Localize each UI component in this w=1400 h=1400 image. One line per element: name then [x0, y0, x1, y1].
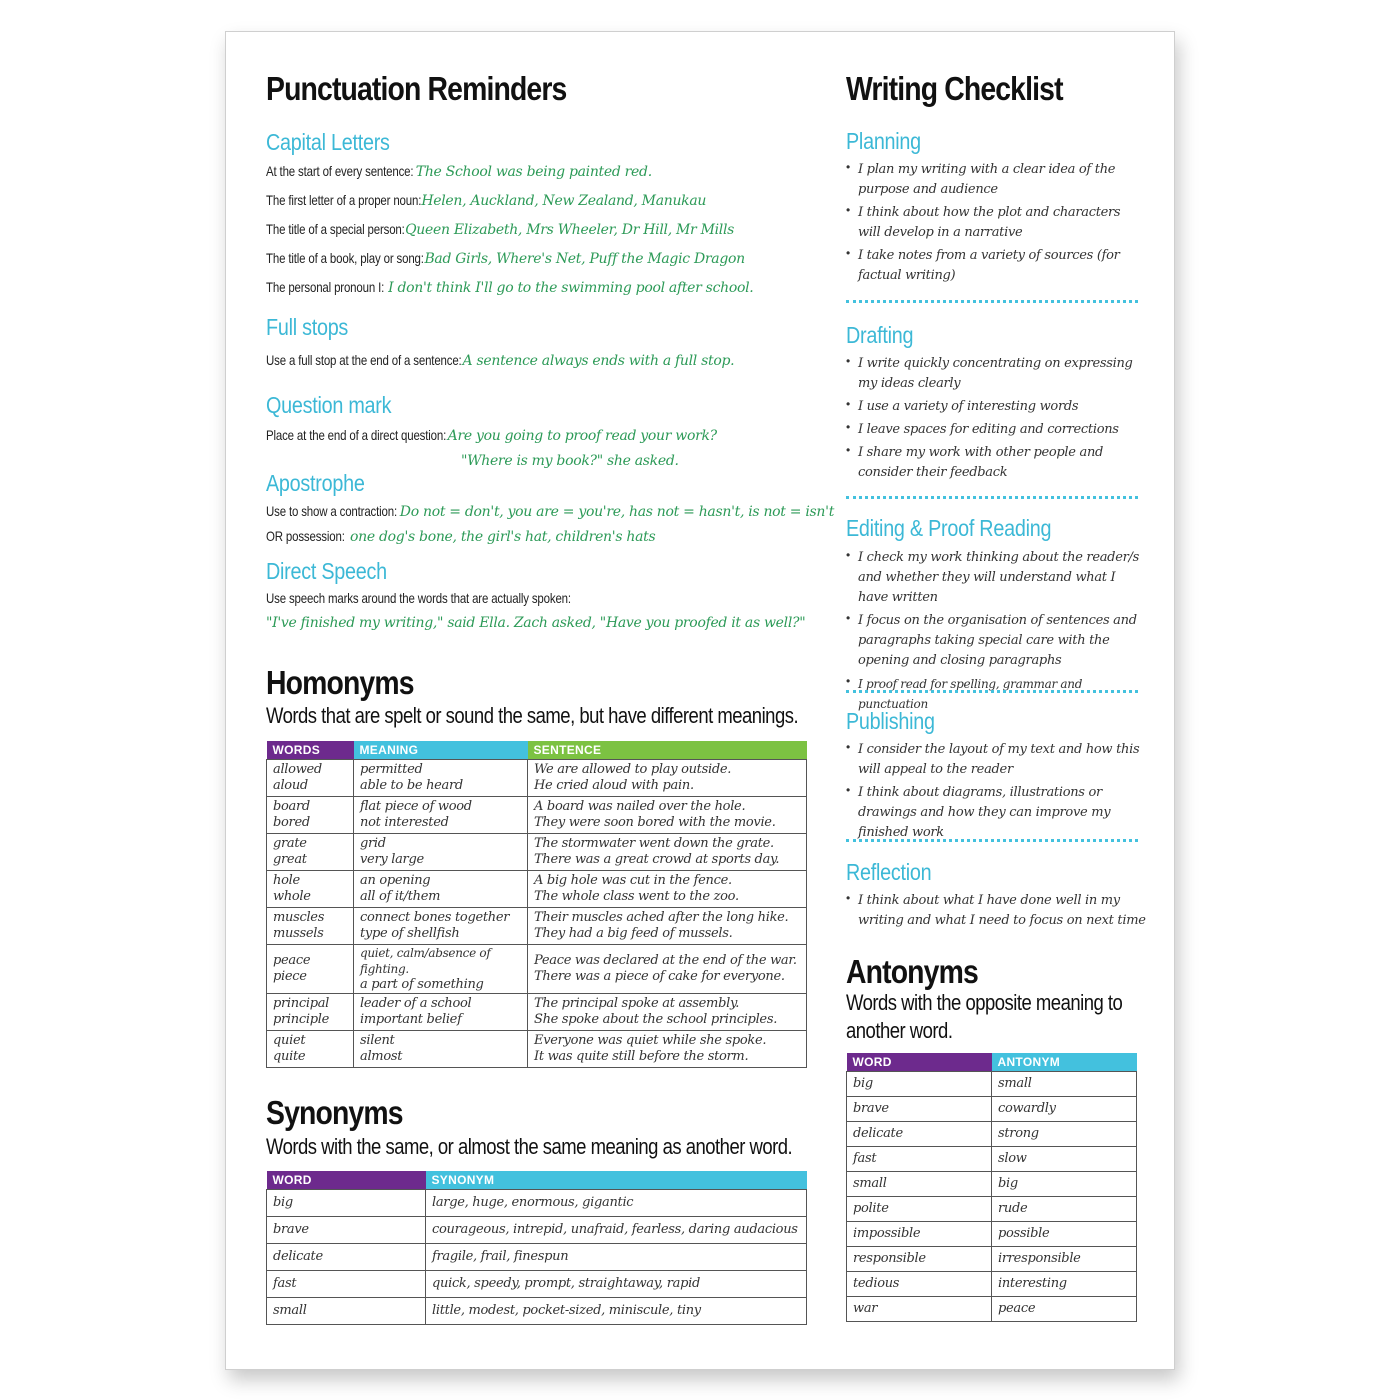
synonym-cell — [426, 1271, 807, 1298]
meaning: silent — [360, 1033, 395, 1048]
word: allowed — [273, 762, 322, 777]
word: aloud — [273, 778, 308, 793]
table-row — [847, 1222, 1137, 1247]
question-mark-heading: Question mark — [266, 392, 392, 418]
word: principal — [273, 996, 330, 1011]
list-item-text: I think about how the plot and characters will develop in a narrative — [858, 205, 1121, 240]
word: tedious — [853, 1276, 900, 1291]
word: board — [273, 799, 310, 814]
list-item — [846, 246, 1146, 286]
list-item-text: I leave spaces for editing and corrections — [858, 422, 1119, 437]
list-item-text: I write quickly concentrating on expressing my ideas clearly — [858, 356, 1133, 391]
table-row — [267, 1244, 807, 1271]
word-cell — [847, 1172, 992, 1197]
word: delicate — [853, 1126, 903, 1141]
table-row — [847, 1097, 1137, 1122]
table-row — [267, 1271, 807, 1298]
column-header-word: WORD — [267, 1171, 426, 1190]
list-item-text: I consider the layout of my text and how this will appeal to the reader — [858, 742, 1140, 777]
column-header-meaning: MEANING — [354, 741, 528, 760]
list-item — [846, 891, 1146, 931]
planning-list — [846, 160, 1146, 289]
capital-row — [266, 221, 734, 238]
meaning-cell — [354, 760, 528, 797]
word-cell — [267, 760, 354, 797]
meaning: flat piece of wood — [360, 799, 472, 814]
publishing-heading: Publishing — [846, 708, 935, 734]
meaning: important belief — [360, 1012, 462, 1027]
column-header-words: WORDS — [267, 741, 354, 760]
word: muscles — [273, 910, 325, 925]
antonyms-subtitle-line-2: another word. — [846, 1018, 953, 1043]
sentence: The principal spoke at assembly. — [534, 996, 740, 1011]
synonym-cell — [426, 1217, 807, 1244]
antonym-cell — [992, 1272, 1137, 1297]
synonym-cell — [426, 1298, 807, 1325]
word-cell — [267, 1190, 426, 1217]
antonym-cell — [992, 1097, 1137, 1122]
list-item-text: I proof read for spelling, grammar and punctuation — [858, 677, 1083, 711]
sentence-cell — [528, 760, 807, 797]
drafting-heading: Drafting — [846, 322, 914, 348]
word: quite — [273, 1049, 306, 1064]
table-row — [267, 871, 807, 908]
word-cell — [847, 1247, 992, 1272]
sentence: It was quite still before the storm. — [534, 1049, 749, 1064]
sentence: The whole class went to the zoo. — [534, 889, 739, 904]
homonyms-subtitle: Words that are spelt or sound the same, but have different meanings. — [266, 703, 799, 728]
sentence-cell — [528, 908, 807, 945]
sentence: He cried aloud with pain. — [534, 778, 694, 793]
apostrophe-heading: Apostrophe — [266, 470, 365, 496]
column-header-sentence: SENTENCE — [528, 741, 807, 760]
capital-row-label: At the start of every sentence: — [266, 163, 414, 179]
word-cell — [267, 1298, 426, 1325]
drafting-list — [846, 354, 1146, 486]
synonyms-title: Synonyms — [266, 1094, 403, 1131]
full-stops-example: A sentence always ends with a full stop. — [462, 353, 735, 369]
word-cell — [847, 1147, 992, 1172]
apostrophe-label: Use to show a contraction: — [266, 503, 398, 519]
table-row — [847, 1272, 1137, 1297]
synonym-list: courageous, intrepid, unafraid, fearless, daring audacious — [432, 1222, 798, 1237]
meaning: connect bones together — [360, 910, 510, 925]
sentence: Peace was declared at the end of the war. — [534, 953, 797, 968]
list-item-text: I think about diagrams, illustrations or drawings and how they can improve my finished work — [858, 785, 1111, 840]
dotted-divider — [846, 690, 1138, 693]
antonyms-table — [846, 1053, 1137, 1322]
capital-row-example: The School was being painted red. — [415, 164, 652, 180]
antonyms-title: Antonyms — [846, 953, 978, 990]
meaning: an opening — [360, 873, 431, 888]
table-row — [267, 1190, 807, 1217]
sentence-cell — [528, 797, 807, 834]
table-row — [847, 1147, 1137, 1172]
word-cell — [847, 1122, 992, 1147]
word: brave — [273, 1222, 309, 1237]
antonym-cell — [992, 1172, 1137, 1197]
direct-speech-label: Use speech marks around the words that are actually spoken: — [266, 590, 571, 606]
sentence: A big hole was cut in the fence. — [534, 873, 732, 888]
column-header-synonym: SYNONYM — [426, 1171, 807, 1190]
sentence: Everyone was quiet while she spoke. — [534, 1033, 767, 1048]
sentence: We are allowed to play outside. — [534, 762, 732, 777]
word: fast — [853, 1151, 877, 1166]
word-cell — [847, 1272, 992, 1297]
sentence-cell — [528, 945, 807, 994]
antonym-cell — [992, 1197, 1137, 1222]
list-item-text: I focus on the organisation of sentences and paragraphs taking special care with the opening and closing paragraphs — [858, 613, 1137, 668]
direct-speech-row — [266, 590, 638, 606]
table-row — [847, 1247, 1137, 1272]
capital-row-example: Queen Elizabeth, Mrs Wheeler, Dr Hill, Mr Mills — [405, 222, 735, 238]
meaning-cell — [354, 994, 528, 1031]
antonym: slow — [998, 1151, 1027, 1166]
meaning: permitted — [360, 762, 423, 777]
word-cell — [267, 945, 354, 994]
dotted-divider — [846, 300, 1138, 303]
word: peace — [273, 953, 311, 968]
poster-sheet — [225, 31, 1175, 1370]
word: delicate — [273, 1249, 323, 1264]
word: piece — [273, 969, 307, 984]
word: impossible — [853, 1226, 921, 1241]
table-header-row — [847, 1053, 1137, 1072]
meaning: quiet, calm/absence of fighting. — [360, 946, 491, 976]
word-cell — [267, 834, 354, 871]
reflection-list — [846, 891, 1146, 934]
sentence: She spoke about the school principles. — [534, 1012, 778, 1027]
table-row — [847, 1172, 1137, 1197]
word: bored — [273, 815, 310, 830]
word-cell — [847, 1072, 992, 1097]
word-cell — [847, 1197, 992, 1222]
direct-speech-example: "I've finished my writing," said Ella. Zach asked, "Have you proofed it as well?" — [266, 615, 806, 631]
word: polite — [853, 1201, 889, 1216]
homonyms-title: Homonyms — [266, 664, 414, 701]
word-cell — [847, 1222, 992, 1247]
planning-heading: Planning — [846, 128, 921, 154]
capital-row — [266, 163, 652, 180]
table-header-row — [267, 741, 807, 760]
word: small — [273, 1303, 307, 1318]
list-item-text: I check my work thinking about the reader/s and whether they will understand what I have written — [858, 550, 1139, 605]
full-stops-label: Use a full stop at the end of a sentence: — [266, 352, 462, 368]
antonym-cell — [992, 1147, 1137, 1172]
synonym-list: little, modest, pocket-sized, miniscule, tiny — [432, 1303, 701, 1318]
meaning: able to be heard — [360, 778, 463, 793]
full-stops-heading: Full stops — [266, 314, 349, 340]
synonym-cell — [426, 1244, 807, 1271]
dotted-divider — [846, 496, 1138, 499]
list-item — [846, 160, 1146, 200]
table-header-row — [267, 1171, 807, 1190]
punctuation-title: Punctuation Reminders — [266, 70, 567, 107]
table-row — [267, 1031, 807, 1068]
antonym: small — [998, 1076, 1032, 1091]
antonym: cowardly — [998, 1101, 1056, 1116]
antonym: irresponsible — [998, 1251, 1081, 1266]
word-cell — [847, 1297, 992, 1322]
direct-speech-heading: Direct Speech — [266, 558, 387, 584]
dotted-divider — [846, 839, 1138, 842]
sentence: There was a piece of cake for everyone. — [534, 969, 785, 984]
question-mark-example-2: "Where is my book?" she asked. — [461, 453, 679, 469]
list-item-text: I plan my writing with a clear idea of the purpose and audience — [858, 162, 1116, 197]
table-row — [847, 1297, 1137, 1322]
table-row — [267, 834, 807, 871]
word: principle — [273, 1012, 329, 1027]
word: fast — [273, 1276, 297, 1291]
capital-row-example: Bad Girls, Where's Net, Puff the Magic Dragon — [424, 251, 745, 267]
meaning: a part of something — [360, 977, 484, 992]
synonyms-table — [266, 1171, 807, 1325]
synonyms-subtitle: Words with the same, or almost the same meaning as another word. — [266, 1134, 793, 1159]
table-row — [267, 945, 807, 994]
antonym-cell — [992, 1247, 1137, 1272]
table-row — [847, 1197, 1137, 1222]
antonym: big — [998, 1176, 1018, 1191]
word: big — [273, 1195, 293, 1210]
list-item — [846, 443, 1146, 483]
antonym-cell — [992, 1072, 1137, 1097]
meaning: almost — [360, 1049, 403, 1064]
antonyms-subtitle-line-1: Words with the opposite meaning to — [846, 990, 1123, 1015]
apostrophe-example: Do not = don't, you are = you're, has not = hasn't, is not = isn't — [399, 504, 835, 520]
antonym-cell — [992, 1122, 1137, 1147]
capital-letters-heading: Capital Letters — [266, 129, 390, 155]
capital-row — [266, 192, 706, 209]
sentence: They were soon bored with the movie. — [534, 815, 776, 830]
meaning: very large — [360, 852, 424, 867]
question-mark-example: Are you going to proof read your work? — [447, 428, 717, 444]
antonym-cell — [992, 1297, 1137, 1322]
word: small — [853, 1176, 887, 1191]
synonym-list: fragile, frail, finespun — [432, 1249, 569, 1264]
synonym-list: large, huge, enormous, gigantic — [432, 1195, 634, 1210]
publishing-list — [846, 740, 1146, 846]
word: quiet — [273, 1033, 306, 1048]
word: mussels — [273, 926, 324, 941]
meaning-cell — [354, 797, 528, 834]
apostrophe-label: OR possession: — [266, 528, 345, 544]
full-stops-row — [266, 352, 734, 369]
word-cell — [847, 1097, 992, 1122]
synonym-list: quick, speedy, prompt, straightaway, rapid — [432, 1276, 700, 1291]
sentence: A board was nailed over the hole. — [534, 799, 746, 814]
meaning-cell — [354, 1031, 528, 1068]
list-item — [846, 397, 1146, 417]
word-cell — [267, 1271, 426, 1298]
sentence-cell — [528, 1031, 807, 1068]
word: great — [273, 852, 307, 867]
word-cell — [267, 871, 354, 908]
antonym: rude — [998, 1201, 1028, 1216]
antonym: possible — [998, 1226, 1050, 1241]
word: hole — [273, 873, 300, 888]
antonym: strong — [998, 1126, 1039, 1141]
meaning: not interested — [360, 815, 449, 830]
editing-heading: Editing & Proof Reading — [846, 515, 1052, 541]
apostrophe-example: one dog's bone, the girl's hat, children's hats — [350, 529, 656, 545]
homonyms-table — [266, 741, 807, 1068]
antonym: interesting — [998, 1276, 1067, 1291]
meaning-cell — [354, 908, 528, 945]
column-header-antonym: ANTONYM — [992, 1053, 1137, 1072]
word-cell — [267, 1217, 426, 1244]
question-mark-row — [266, 427, 717, 444]
antonym: peace — [998, 1301, 1036, 1316]
sentence: There was a great crowd at sports day. — [534, 852, 780, 867]
sentence: They had a big feed of mussels. — [534, 926, 733, 941]
table-row — [847, 1072, 1137, 1097]
list-item — [846, 420, 1146, 440]
capital-row — [266, 279, 753, 296]
capital-row — [266, 250, 745, 267]
capital-row-label: The title of a book, play or song: — [266, 250, 424, 266]
table-row — [267, 1298, 807, 1325]
list-item — [846, 783, 1146, 843]
capital-row-example: Helen, Auckland, New Zealand, Manukau — [421, 193, 707, 209]
antonym-cell — [992, 1222, 1137, 1247]
meaning-cell — [354, 945, 528, 994]
table-row — [847, 1122, 1137, 1147]
word: brave — [853, 1101, 889, 1116]
apostrophe-row — [266, 503, 834, 520]
list-item-text: I take notes from a variety of sources (for factual writing) — [858, 248, 1120, 283]
table-row — [267, 1217, 807, 1244]
table-row — [267, 797, 807, 834]
apostrophe-row — [266, 528, 655, 545]
list-item-text: I share my work with other people and consider their feedback — [858, 445, 1104, 480]
capital-row-label: The personal pronoun I: — [266, 279, 385, 295]
question-mark-label: Place at the end of a direct question: — [266, 427, 447, 443]
list-item — [846, 203, 1146, 243]
sentence-cell — [528, 834, 807, 871]
column-header-word: WORD — [847, 1053, 992, 1072]
sentence-cell — [528, 994, 807, 1031]
sentence-cell — [528, 871, 807, 908]
list-item-text: I think about what I have done well in my writing and what I need to focus on next time — [858, 893, 1146, 928]
word: war — [853, 1301, 878, 1316]
capital-row-label: The title of a special person: — [266, 221, 405, 237]
meaning: grid — [360, 836, 386, 851]
word: big — [853, 1076, 873, 1091]
table-row — [267, 760, 807, 797]
list-item — [846, 354, 1146, 394]
reflection-heading: Reflection — [846, 859, 932, 885]
word-cell — [267, 797, 354, 834]
meaning: type of shellfish — [360, 926, 460, 941]
word-cell — [267, 908, 354, 945]
word: whole — [273, 889, 311, 904]
word-cell — [267, 1031, 354, 1068]
meaning-cell — [354, 871, 528, 908]
meaning: all of it/them — [360, 889, 441, 904]
list-item — [846, 548, 1146, 608]
checklist-title: Writing Checklist — [846, 70, 1063, 107]
capital-row-example: I don't think I'll go to the swimming pool after school. — [388, 280, 754, 296]
synonym-cell — [426, 1190, 807, 1217]
word: responsible — [853, 1251, 926, 1266]
capital-row-label: The first letter of a proper noun: — [266, 192, 422, 208]
list-item — [846, 611, 1146, 671]
word-cell — [267, 1244, 426, 1271]
sentence: Their muscles ached after the long hike. — [534, 910, 789, 925]
list-item-text: I use a variety of interesting words — [858, 399, 1079, 414]
meaning: leader of a school — [360, 996, 472, 1011]
sentence: The stormwater went down the grate. — [534, 836, 774, 851]
word-cell — [267, 994, 354, 1031]
table-row — [267, 994, 807, 1031]
meaning-cell — [354, 834, 528, 871]
list-item — [846, 740, 1146, 780]
word: grate — [273, 836, 307, 851]
table-row — [267, 908, 807, 945]
